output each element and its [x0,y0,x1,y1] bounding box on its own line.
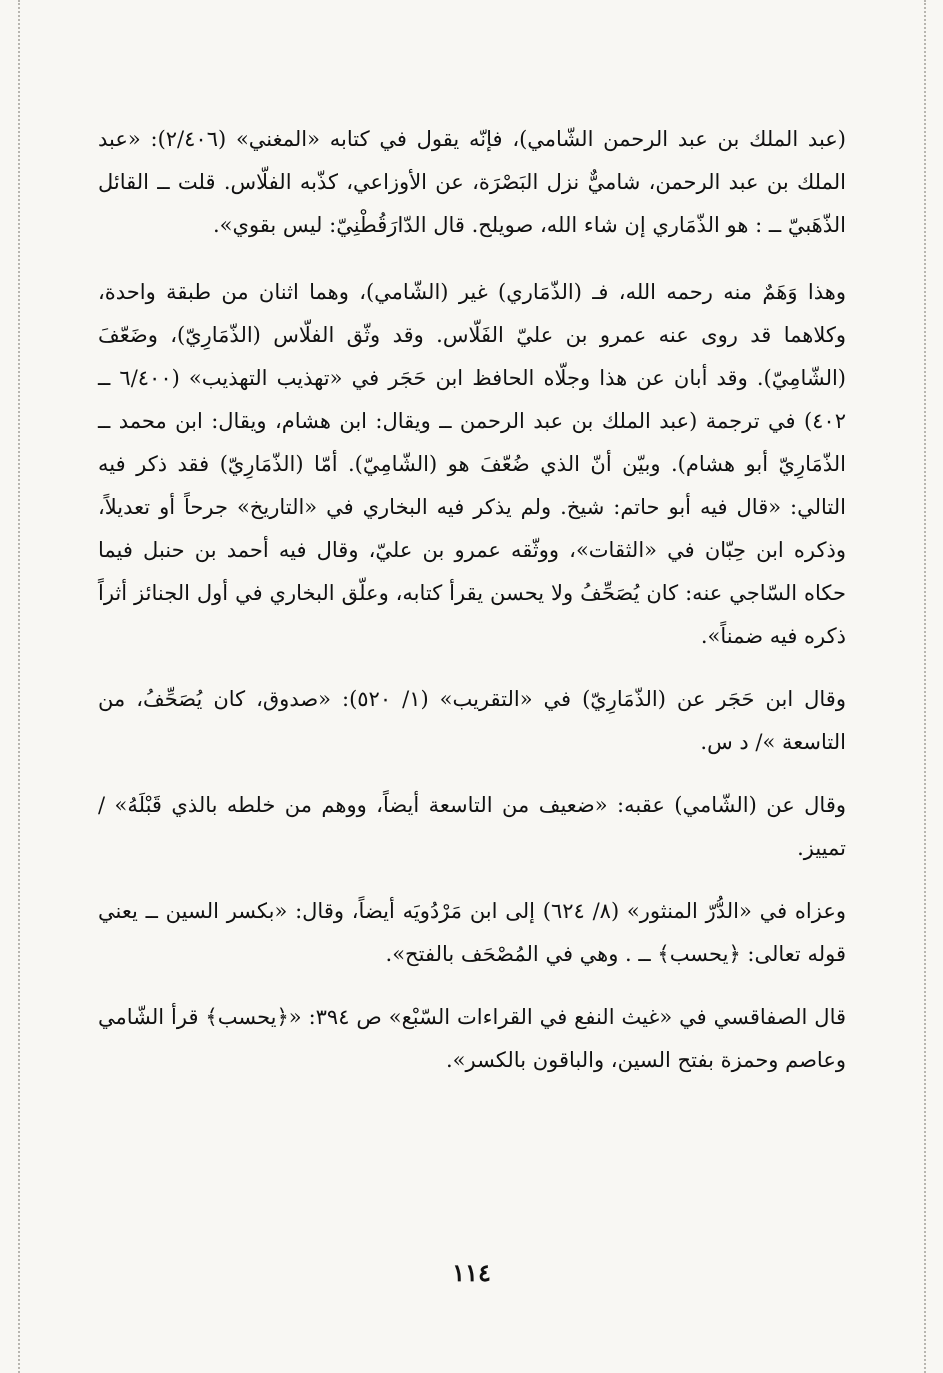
paragraph-5: وعزاه في «الدُّرّ المنثور» (٨/ ٦٢٤) إلى ابن مَرْدُويَه أيضاً، وقال: «بكسر السين ــ يعني قوله تعالى: ﴿يحسب﴾ ــ . وهي في المُصْحَف بالفتح». [98,899,846,966]
right-margin-rule [924,0,926,1373]
paragraph-3: وقال ابن حَجَر عن (الذّمَارِيّ) في «التقريب» (١/ ٥٢٠): «صدوق، كان يُصَحِّفُ، من التاسعة »/ د س. [98,687,846,754]
body-text [98,118,846,1082]
paragraph-1: (عبد الملك بن عبد الرحمن الشّامي)، فإنّه يقول في كتابه «المغني» (٢/٤٠٦): «عبد الملك بن عبد الرحمن، شاميٌّ نزل البَصْرَة، عن الأوزاعي، كذّبه الفلّاس. قلت ــ القائل الذّهَبيّ ــ : هو الذّمَاري إن شاء الله، صويلح. قال الدّارَقُطْنِيّ: ليس بقوي». [98,127,846,237]
left-margin-rule [18,0,20,1373]
paragraph-4: وقال عن (الشّامي) عقبه: «ضعيف من التاسعة أيضاً، ووهم من خلطه بالذي قَبْلَهُ» / تمييز. [98,793,846,860]
page-number: ١١٤ [452,1258,491,1287]
paragraph-2: وهذا وَهَمٌ منه رحمه الله، فـ (الذّمَاري) غير (الشّامي)، وهما اثنان من طبقة واحدة، وكلاهما قد روى عنه عمرو بن عليّ الفَلّاس. وقد وثّق الفلّاس (الذّمَارِيّ)، وضَعّفَ (الشّامِيّ). وقد أبان عن هذا وجلّاه الحافظ ابن حَجَر في «تهذيب التهذيب» (٦/٤٠٠ ــ ٤٠٢) في ترجمة (عبد الملك بن عبد الرحمن ــ ويقال: ابن هشام، ويقال: ابن محمد ــ الذّمَارِيّ أبو هشام). وبيّن أنّ الذي ضُعّفَ هو (الشّامِيّ). أمّا (الذّمَارِيّ) فقد ذكر فيه التالي: «قال فيه أبو حاتم: شيخ. ولم يذكر فيه البخاري في «التاريخ» جرحاً أو تعديلاً، وذكره ابن حِبّان في «الثقات»، ووثّقه عمرو بن عليّ، وقال فيه أحمد بن حنبل فيما حكاه السّاجي عنه: كان يُصَحِّفُ ولا يحسن يقرأ كتابه، وعلّق البخاري في أول الجنائز أثراً ذكره فيه ضمناً». [98,280,847,648]
paragraph-6: قال الصفاقسي في «غيث النفع في القراءات السّبْع» ص ٣٩٤: «﴿يحسب﴾ قرأ الشّامي وعاصم وحمزة بفتح السين، والباقون بالكسر». [98,1005,847,1072]
